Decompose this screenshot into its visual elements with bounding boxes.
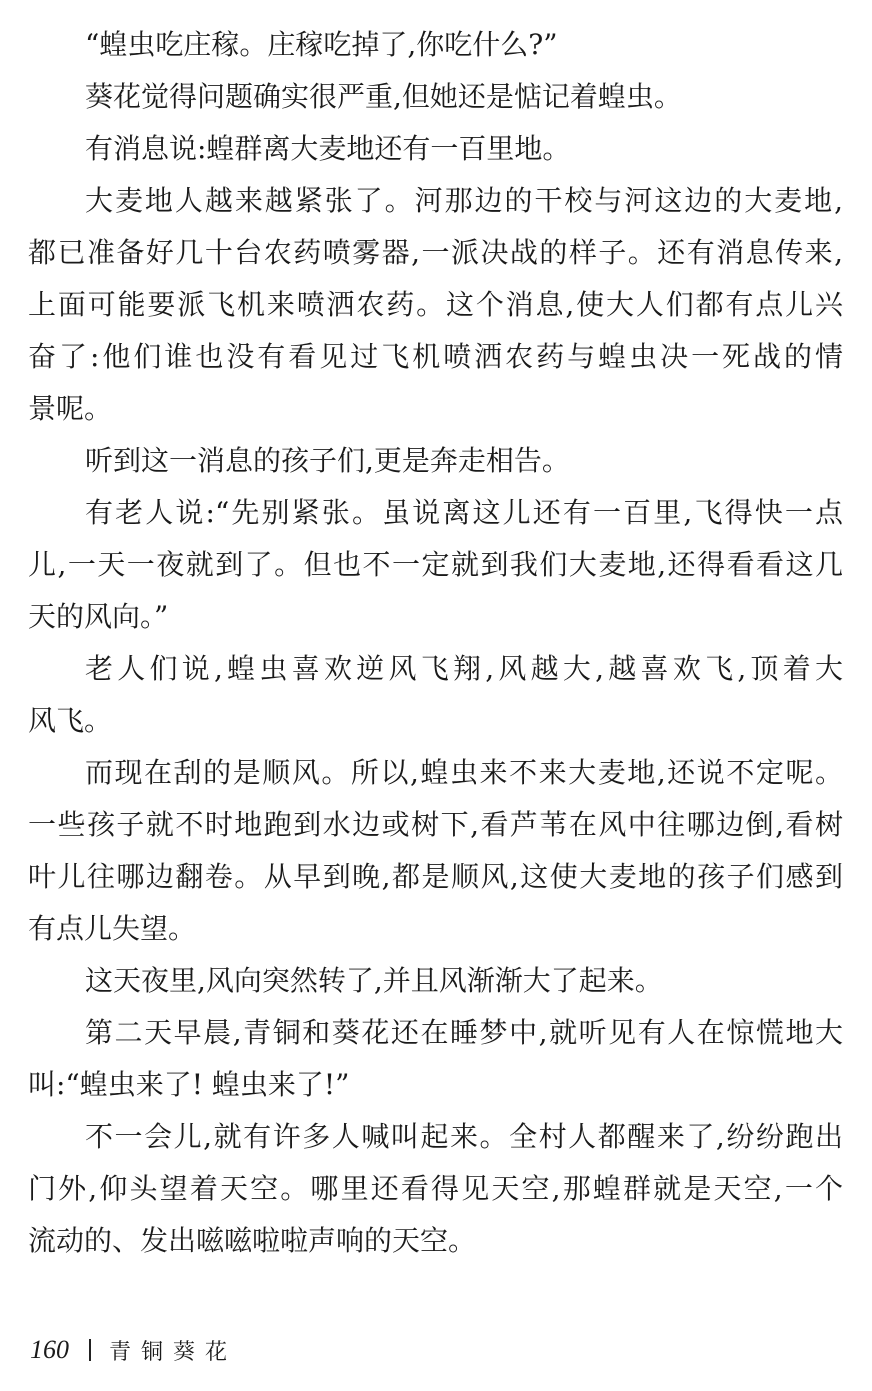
paragraph bbox=[28, 175, 843, 435]
text-line: 第二天早晨,青铜和葵花还在睡梦中,就听见有人在惊慌地大 bbox=[85, 1016, 843, 1049]
text-line: 景呢。 bbox=[28, 392, 113, 425]
text-line: 有老人说:“先别紧张。虽说离这儿还有一百里,飞得快一点 bbox=[85, 496, 843, 529]
text-line: 这天夜里,风向突然转了,并且风渐渐大了起来。 bbox=[85, 964, 663, 997]
page-body bbox=[28, 19, 843, 1267]
text-line: 不一会儿,就有许多人喊叫起来。全村人都醒来了,纷纷跑出 bbox=[85, 1120, 843, 1153]
text-line: 天的风向。” bbox=[28, 600, 169, 633]
text-line: 奋了:他们谁也没有看见过飞机喷洒农药与蝗虫决一死战的情 bbox=[28, 340, 843, 373]
text-line: 老人们说,蝗虫喜欢逆风飞翔,风越大,越喜欢飞,顶着大 bbox=[85, 652, 843, 685]
text-line: 听到这一消息的孩子们,更是奔走相告。 bbox=[85, 444, 570, 477]
text-line: “蝗虫吃庄稼。庄稼吃掉了,你吃什么?” bbox=[85, 28, 558, 61]
text-line: 上面可能要派飞机来喷洒农药。这个消息,使大人们都有点儿兴 bbox=[28, 288, 843, 321]
text-line: 叶儿往哪边翻卷。从早到晚,都是顺风,这使大麦地的孩子们感到 bbox=[28, 860, 843, 893]
text-line: 葵花觉得问题确实很严重,但她还是惦记着蝗虫。 bbox=[85, 80, 682, 113]
paragraph bbox=[28, 19, 843, 71]
text-line: 流动的、发出嗞嗞啦啦声响的天空。 bbox=[28, 1224, 477, 1257]
paragraph bbox=[28, 643, 843, 747]
text-line: 儿,一天一夜就到了。但也不一定就到我们大麦地,还得看看这几 bbox=[28, 548, 843, 581]
text-line: 而现在刮的是顺风。所以,蝗虫来不来大麦地,还说不定呢。 bbox=[85, 756, 843, 789]
text-line: 大麦地人越来越紧张了。河那边的干校与河这边的大麦地, bbox=[85, 184, 843, 217]
paragraph bbox=[28, 747, 843, 955]
paragraph bbox=[28, 1007, 843, 1111]
page-number: 160 bbox=[30, 1335, 69, 1364]
page-footer bbox=[30, 1332, 237, 1368]
text-line: 风飞。 bbox=[28, 704, 113, 737]
text-line: 一些孩子就不时地跑到水边或树下,看芦苇在风中往哪边倒,看树 bbox=[28, 808, 843, 841]
paragraph bbox=[28, 487, 843, 643]
paragraph bbox=[28, 71, 843, 123]
text-line: 门外,仰头望着天空。哪里还看得见天空,那蝗群就是天空,一个 bbox=[28, 1172, 843, 1205]
text-line: 都已准备好几十台农药喷雾器,一派决战的样子。还有消息传来, bbox=[28, 236, 843, 269]
book-title: 青铜葵花 bbox=[109, 1339, 238, 1365]
text-line: 有点儿失望。 bbox=[28, 912, 197, 945]
paragraph bbox=[28, 123, 843, 175]
text-line: 叫:“蝗虫来了! 蝗虫来了!” bbox=[28, 1068, 350, 1101]
paragraph bbox=[28, 435, 843, 487]
paragraph bbox=[28, 955, 843, 1007]
footer-divider bbox=[89, 1339, 91, 1361]
paragraph bbox=[28, 1111, 843, 1267]
text-line: 有消息说:蝗群离大麦地还有一百里地。 bbox=[85, 132, 571, 165]
